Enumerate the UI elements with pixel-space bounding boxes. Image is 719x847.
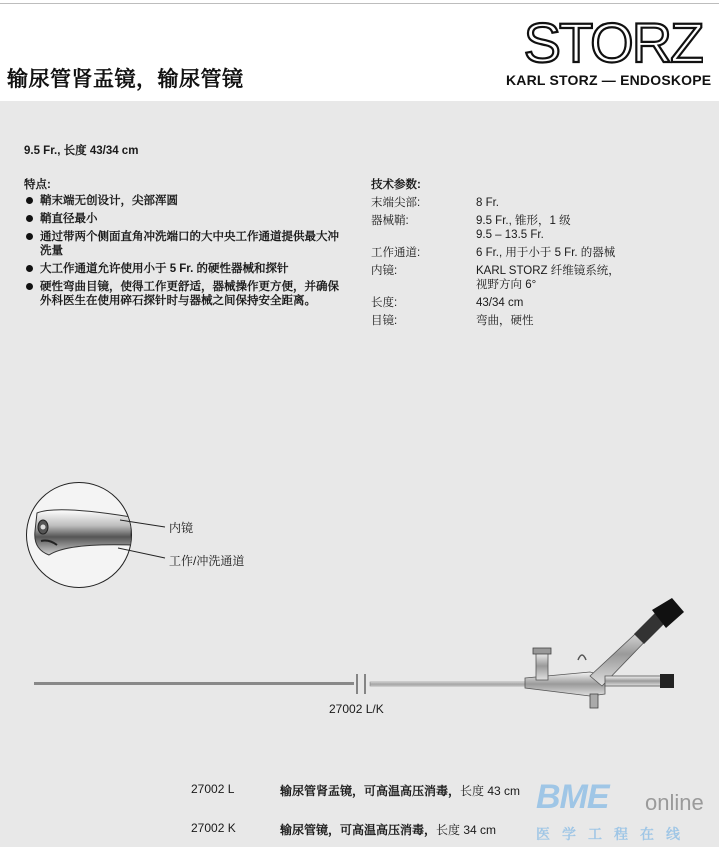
callout-scope: 内镜	[169, 521, 194, 535]
callout-channel: 工作/冲洗通道	[169, 554, 245, 568]
order-desc: 输尿管镜，可高温高压消毒，	[280, 823, 437, 837]
tech-value: 9.5 Fr., 锥形，1 级 9.5 – 13.5 Fr.	[476, 215, 571, 241]
order-desc-rest: 长度 43 cm	[460, 784, 521, 798]
watermark-online: online	[645, 790, 704, 815]
watermark-chinese: 医学工程在线	[536, 826, 692, 842]
page-title: 输尿管肾盂镜，输尿管镜	[7, 68, 244, 91]
order-code: 27002 L	[191, 782, 235, 796]
watermark-bme: BME	[536, 778, 609, 816]
tech-key: 内镜:	[371, 265, 398, 277]
feature-item: 通过带两个侧面直角冲洗端口的大中央工作通道提供最大冲洗量	[24, 230, 344, 258]
tech-key: 末端尖部:	[371, 197, 421, 209]
logo-subline: KARL STORZ — ENDOSKOPE	[506, 72, 712, 88]
tech-key: 工作通道:	[371, 247, 421, 259]
order-row	[191, 782, 520, 799]
bme-online-watermark	[534, 778, 719, 847]
tech-key: 目镜:	[371, 315, 398, 327]
order-code: 27002 K	[191, 821, 236, 835]
tech-value: 43/34 cm	[476, 297, 524, 309]
features-title: 特点:	[24, 179, 51, 191]
tech-value: 8 Fr.	[476, 197, 500, 209]
feature-item: 鞘末端无创设计，尖部浑圆	[24, 194, 344, 208]
order-row	[191, 821, 496, 838]
tech-value: 弯曲，硬性	[476, 315, 534, 327]
order-desc-rest: 长度 34 cm	[436, 823, 497, 837]
tech-key: 长度:	[371, 297, 398, 309]
tech-key: 器械鞘:	[371, 215, 409, 227]
tech-title: 技术参数:	[371, 179, 421, 191]
order-desc: 输尿管肾盂镜，可高温高压消毒，	[280, 784, 461, 798]
model-number-label: 27002 L/K	[329, 702, 384, 716]
ureteroscope-illustration	[30, 590, 690, 720]
feature-item: 大工作通道允许使用小于 5 Fr. 的硬性器械和探针	[24, 262, 344, 276]
tech-value: KARL STORZ 纤维镜系统， 视野方向 6°	[476, 265, 620, 291]
feature-item: 硬性弯曲目镜，使得工作更舒适，器械操作更方便，并确保外科医生在使用碎石探针时与器械之间保持安全距离。	[24, 280, 344, 308]
tech-value: 6 Fr., 用于小于 5 Fr. 的器械	[476, 247, 616, 259]
spec-heading: 9.5 Fr., 长度 43/34 cm	[24, 145, 139, 157]
feature-item: 鞘直径最小	[24, 212, 344, 226]
svg-text:STORZ: STORZ	[523, 14, 703, 70]
